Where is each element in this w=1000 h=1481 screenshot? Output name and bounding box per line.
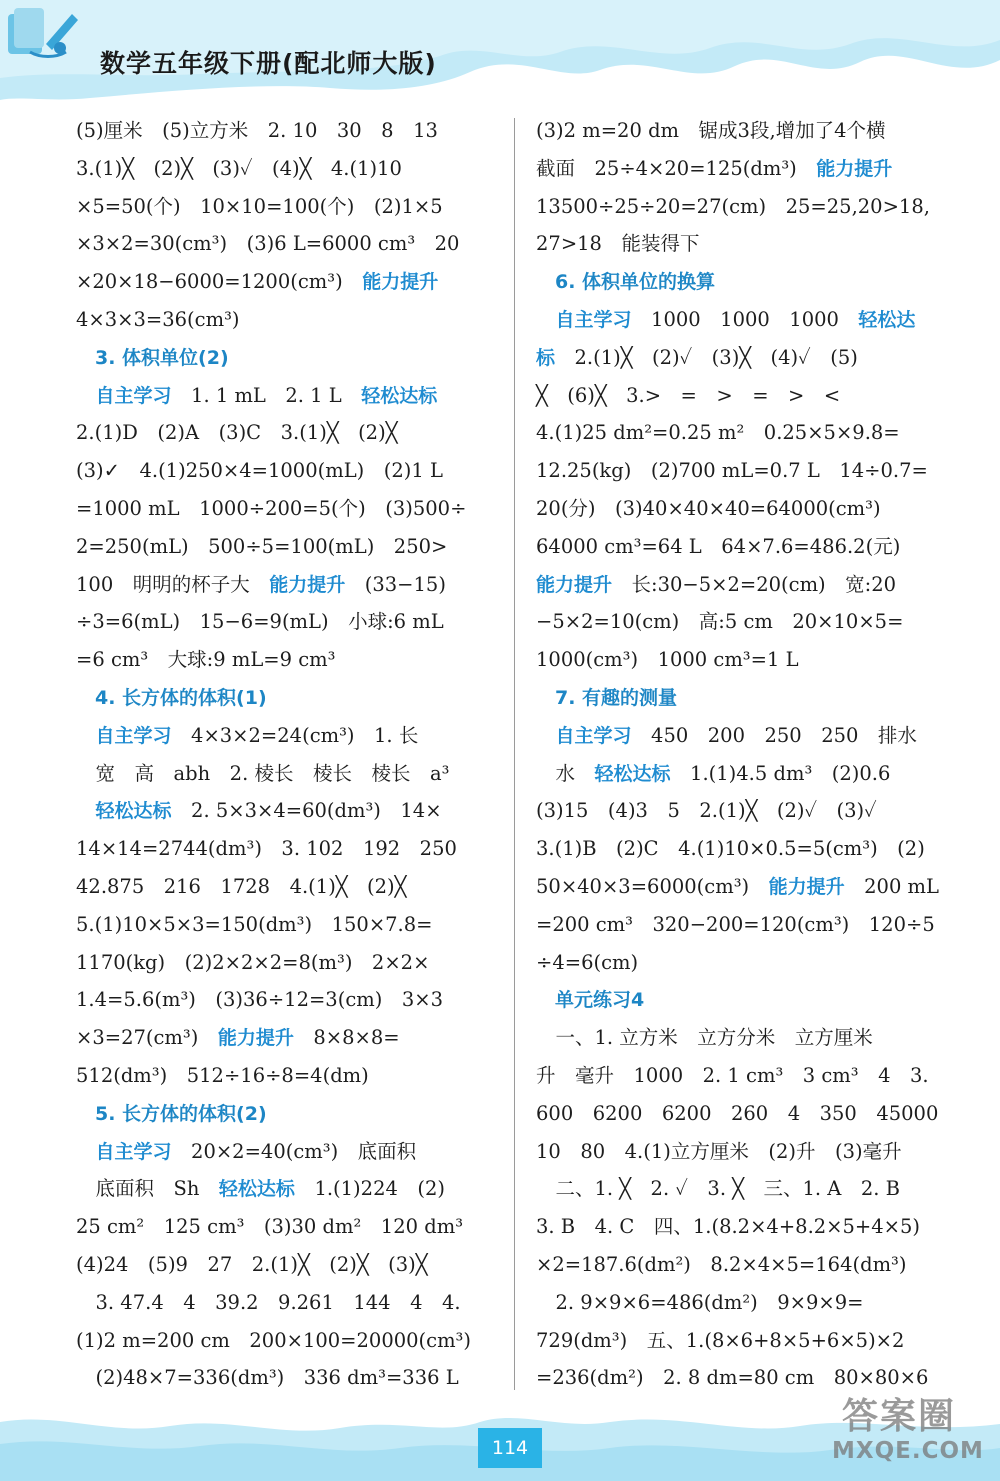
answer-text: 50×40×3=6000(cm³) <box>536 874 769 898</box>
answer-text: (33−15) <box>345 572 446 596</box>
answer-line <box>536 1133 976 1171</box>
answer-text: =236(dm²) 2. 8 dm=80 cm 80×80×6 <box>536 1366 929 1390</box>
answer-line <box>536 981 976 1019</box>
answer-line <box>76 830 516 868</box>
answer-line <box>76 414 516 452</box>
answer-line <box>76 1208 516 1246</box>
answer-line <box>76 301 516 339</box>
answer-line <box>76 1057 516 1095</box>
answer-text <box>76 799 96 822</box>
answer-line <box>76 490 516 528</box>
answer-text <box>536 308 556 331</box>
section-tag: 轻松达 <box>858 308 916 331</box>
answer-line <box>76 1170 516 1208</box>
answer-line <box>76 679 516 717</box>
section-tag: 轻松达标 <box>594 762 671 785</box>
section-heading: 3. 体积单位(2) <box>76 346 229 369</box>
answer-text: 100 明明的杯子大 <box>76 572 270 596</box>
answer-line <box>536 641 976 679</box>
answer-line <box>536 1208 976 1246</box>
section-tag: 能力提升 <box>269 573 346 596</box>
answer-line <box>76 717 516 755</box>
page-header <box>0 0 1000 118</box>
answer-text: (3)✓ 4.(1)250×4=1000(mL) (2)1 L <box>76 459 443 483</box>
section-tag: 轻松达标 <box>361 384 438 407</box>
section-tag: 能力提升 <box>768 875 845 898</box>
section-tag: 标 <box>536 346 556 369</box>
section-heading: 4. 长方体的体积(1) <box>76 686 267 709</box>
answer-text: 1000 1000 1000 <box>631 307 859 331</box>
answer-text: (5)厘米 (5)立方米 2. 10 30 8 13 <box>76 119 438 142</box>
section-tag: 能力提升 <box>362 271 439 294</box>
watermark-url: MXQE.COM <box>832 1438 984 1464</box>
book-title: 数学五年级下册(配北师大版) <box>100 49 437 78</box>
answer-text: 2.(1)D (2)A (3)C 3.(1)╳ (2)╳ <box>76 421 398 445</box>
answer-text: 200 mL <box>844 874 939 898</box>
answer-text: =200 cm³ 320−200=120(cm³) 120÷5 <box>536 912 935 936</box>
answer-line <box>536 112 976 150</box>
answer-text: =6 cm³ 大球:9 mL=9 cm³ <box>76 648 336 672</box>
answer-line <box>76 981 516 1019</box>
answer-text: 1.(1)4.5 dm³ (2)0.6 <box>670 761 891 785</box>
answer-line <box>76 188 516 226</box>
answer-line <box>76 263 516 301</box>
answer-text: 升 毫升 1000 2. 1 cm³ 3 cm³ 4 3. <box>536 1063 929 1087</box>
answer-text: 水 <box>536 761 595 785</box>
answer-line <box>76 755 516 793</box>
answer-text <box>76 724 96 747</box>
section-tag: 能力提升 <box>217 1027 294 1050</box>
answer-line <box>536 225 976 263</box>
section-tag: 自主学习 <box>95 724 172 747</box>
answer-text: ×20×18−6000=1200(cm³) <box>76 270 363 294</box>
answer-line <box>76 112 516 150</box>
answer-line <box>76 944 516 982</box>
answer-line <box>76 1322 516 1360</box>
answer-text: 14×14=2744(dm³) 3. 102 192 250 <box>76 837 457 861</box>
answer-line <box>536 830 976 868</box>
book-logo-icon <box>0 0 84 62</box>
left-answer-column <box>76 112 516 1397</box>
answer-text: 12.25(kg) (2)700 mL=0.7 L 14÷0.7= <box>536 459 928 483</box>
answer-line <box>536 301 976 339</box>
answer-text: 1170(kg) (2)2×2×2=8(m³) 2×2× <box>76 950 430 974</box>
answer-line <box>536 1246 976 1284</box>
answer-text: =1000 mL 1000÷200=5(个) (3)500÷ <box>76 496 467 520</box>
answer-text: 729(dm³) 五、1.(8×6+8×5+6×5)×2 <box>536 1328 905 1352</box>
answer-text: 64000 cm³=64 L 64×7.6=486.2(元) <box>536 534 901 558</box>
answer-line <box>536 377 976 415</box>
answer-line <box>536 150 976 188</box>
answer-text: 25 cm² 125 cm³ (3)30 dm² 120 dm³ <box>76 1215 464 1239</box>
answer-line <box>536 1057 976 1095</box>
section-tag: 能力提升 <box>816 157 893 180</box>
answer-line <box>536 755 976 793</box>
answer-text <box>76 1140 96 1163</box>
answer-line <box>76 1133 516 1171</box>
answer-line <box>536 717 976 755</box>
answer-line <box>536 339 976 377</box>
answer-text: 4×3×2=24(cm³) 1. 长 <box>171 723 419 747</box>
answer-line <box>76 906 516 944</box>
answer-text: 2. 9×9×6=486(dm²) 9×9×9= <box>536 1290 864 1314</box>
answer-line <box>536 906 976 944</box>
answer-line <box>76 339 516 377</box>
answer-text: 1000(cm³) 1000 cm³=1 L <box>536 648 799 672</box>
answer-text: 3.(1)╳ (2)╳ (3)✓ (4)╳ 4.(1)10 <box>76 156 402 180</box>
answer-line <box>536 792 976 830</box>
answer-text: 2.(1)╳ (2)✓ (3)╳ (4)✓ (5) <box>555 345 858 369</box>
answer-line <box>76 225 516 263</box>
answer-line <box>76 452 516 490</box>
answer-text: 5.(1)10×5×3=150(dm³) 150×7.8= <box>76 912 433 936</box>
section-heading: 7. 有趣的测量 <box>536 686 678 709</box>
answer-text: ÷4=6(cm) <box>536 950 639 974</box>
answer-text: (1)2 m=200 cm 200×100=20000(cm³) <box>76 1328 471 1352</box>
column-divider <box>514 118 515 1390</box>
answer-line <box>76 641 516 679</box>
answer-text: 20(分) (3)40×40×40=64000(cm³) <box>536 496 881 520</box>
answer-line <box>536 603 976 641</box>
answer-line <box>536 414 976 452</box>
answer-line <box>76 566 516 604</box>
answer-line <box>76 792 516 830</box>
answer-line <box>536 868 976 906</box>
answer-line <box>76 1284 516 1322</box>
answer-line <box>536 188 976 226</box>
answer-line <box>536 944 976 982</box>
answer-text: 2=250(mL) 500÷5=100(mL) 250> <box>76 534 448 558</box>
answer-text: 1. 1 mL 2. 1 L <box>171 383 362 407</box>
answer-text: 宽 高 abh 2. 棱长 棱长 棱长 a³ <box>76 761 450 785</box>
answer-text: −5×2=10(cm) 高:5 cm 20×10×5= <box>536 610 904 634</box>
answer-text <box>76 384 96 407</box>
answer-text: 1.4=5.6(m³) (3)36÷12=3(cm) 3×3 <box>76 988 443 1012</box>
watermark-logo <box>826 1388 990 1476</box>
answer-line <box>76 1019 516 1057</box>
section-tag: 自主学习 <box>95 384 172 407</box>
section-tag: 自主学习 <box>555 724 632 747</box>
answer-line <box>76 1095 516 1133</box>
answer-text: ╳ (6)╳ 3.> = > = > < <box>536 383 841 407</box>
answer-text: 3.(1)B (2)C 4.(1)10×0.5=5(cm³) (2) <box>536 837 925 861</box>
answer-line <box>76 868 516 906</box>
answer-line <box>536 1019 976 1057</box>
answer-text: ×2=187.6(dm²) 8.2×4×5=164(dm³) <box>536 1252 907 1276</box>
answer-text: 一、1. 立方米 立方分米 立方厘米 <box>536 1026 873 1050</box>
answer-text: 二、1. ╳ 2. ✓ 3. ╳ 三、1. A 2. B <box>536 1177 900 1201</box>
answer-text: 13500÷25÷20=27(cm) 25=25,20>18, <box>536 194 930 218</box>
answer-line <box>536 1284 976 1322</box>
answer-line <box>536 1322 976 1360</box>
answer-line <box>536 490 976 528</box>
answer-text: 3. 47.4 4 39.2 9.261 144 4 4. <box>76 1290 461 1314</box>
section-heading: 单元练习4 <box>536 989 645 1012</box>
watermark-text: 答案圈 <box>842 1396 957 1437</box>
answer-line <box>536 1095 976 1133</box>
answer-text: (3)2 m=20 dm 锯成3段,增加了4个横 <box>536 119 886 142</box>
answer-text: 3. B 4. C 四、1.(8.2×4+8.2×5+4×5) <box>536 1215 921 1239</box>
answer-line <box>536 263 976 301</box>
answer-text: (4)24 (5)9 27 2.(1)╳ (2)╳ (3)╳ <box>76 1252 428 1276</box>
section-tag: 自主学习 <box>555 308 632 331</box>
answer-line <box>76 528 516 566</box>
answer-line <box>76 150 516 188</box>
answer-text: 1.(1)224 (2) <box>294 1177 446 1201</box>
answer-text: 4×3×3=36(cm³) <box>76 307 240 331</box>
page-number: 114 <box>478 1428 542 1468</box>
answer-line <box>536 566 976 604</box>
answer-line <box>76 1246 516 1284</box>
section-heading: 6. 体积单位的换算 <box>536 271 716 294</box>
section-tag: 轻松达标 <box>218 1178 295 1201</box>
answer-line <box>536 452 976 490</box>
answer-text: (2)48×7=336(dm³) 336 dm³=336 L <box>76 1366 459 1390</box>
answer-text: 600 6200 6200 260 4 350 45000 <box>536 1101 939 1125</box>
answer-text: 42.875 216 1728 4.(1)╳ (2)╳ <box>76 874 407 898</box>
answer-line <box>536 528 976 566</box>
answer-text <box>536 724 556 747</box>
answer-text: 450 200 250 250 排水 <box>631 723 917 747</box>
answer-text: 截面 25÷4×20=125(dm³) <box>536 156 817 180</box>
answer-text: 10 80 4.(1)立方厘米 (2)升 (3)毫升 <box>536 1139 902 1163</box>
answer-text: 8×8×8= <box>293 1026 400 1050</box>
answer-text: 512(dm³) 512÷16÷8=4(dm) <box>76 1063 369 1087</box>
answer-text: 长:30−5×2=20(cm) 宽:20 <box>612 572 897 596</box>
answer-text: 27>18 能装得下 <box>536 232 700 256</box>
answer-line <box>76 377 516 415</box>
section-tag: 自主学习 <box>95 1140 172 1163</box>
answer-line <box>536 679 976 717</box>
right-answer-column <box>536 112 976 1397</box>
answer-text: 2. 5×3×4=60(dm³) 14× <box>171 799 442 823</box>
answer-text: 4.(1)25 dm²=0.25 m² 0.25×5×9.8= <box>536 421 900 445</box>
section-heading: 5. 长方体的体积(2) <box>76 1102 267 1125</box>
answer-text: ×3×2=30(cm³) (3)6 L=6000 cm³ 20 <box>76 232 460 256</box>
answer-text: ×5=50(个) 10×10=100(个) (2)1×5 <box>76 194 443 218</box>
answer-text: ×3=27(cm³) <box>76 1026 218 1050</box>
section-tag: 轻松达标 <box>95 800 172 823</box>
answer-text: 20×2=40(cm³) 底面积 <box>171 1139 417 1163</box>
answer-text: (3)15 (4)3 5 2.(1)╳ (2)✓ (3)✓ <box>536 799 877 823</box>
answer-line <box>536 1170 976 1208</box>
answer-text: 底面积 Sh <box>76 1177 219 1201</box>
answer-text: ÷3=6(mL) 15−6=9(mL) 小球:6 mL <box>76 610 444 634</box>
section-tag: 能力提升 <box>536 573 613 596</box>
answer-line <box>76 603 516 641</box>
